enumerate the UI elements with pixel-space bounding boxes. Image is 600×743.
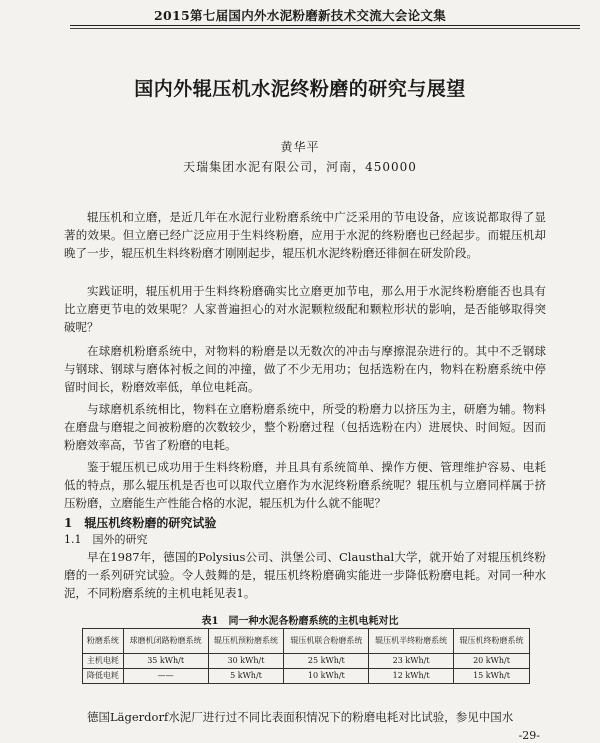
paragraph-research-1: 早在1987年，德国的Polysius公司、洪堡公司、Clausthal大学，就开始了对辊压机终粉磨的一系列研究试验。令人鼓舞的是，辊压机终粉磨确实能进一步降低粉磨电耗。对同一种水泥，不同粉磨系统的主机电耗见表1。 xyxy=(64,550,546,600)
paragraph-intro-5: 鉴于辊压机已成功用于生料终粉磨，并且具有系统简单、操作方便、管理维护容易、电耗低的特点，那么辊压机是否也可以取代立磨作为水泥终粉磨系统呢？辊压机与立磨同样属于挤压粉磨，立磨能生产性能合格的水泥，辊压机为什么就不能呢？ xyxy=(64,460,546,510)
page-number: -29- xyxy=(518,729,540,742)
table-cell: 15 kWh/t xyxy=(453,669,529,684)
paragraph-research-2: 德国Lägerdorf水泥厂进行过不同比表面积情况下的粉磨电耗对比试验，参见中国水 xyxy=(87,710,514,724)
table-header-cell: 辊压机半终粉磨系统 xyxy=(369,629,454,654)
energy-comparison-table xyxy=(82,628,530,684)
table-cell: 5 kWh/t xyxy=(208,669,284,684)
table-header-cell: 粉磨系统 xyxy=(83,629,124,654)
paragraph-intro-3: 在球磨机粉磨系统中，对物料的粉磨是以无数次的冲击与摩擦混杂进行的。其中不乏钢球与钢球、钢球与磨体衬板之间的冲撞，做了不少无用功；包括选粉在内，物料在粉磨系统中停留时间长，粉磨效率低，单位电耗高。 xyxy=(64,344,546,394)
author-name: 黄华平 xyxy=(280,140,320,154)
table-cell: 30 kWh/t xyxy=(208,654,284,669)
paragraph-intro-1: 辊压机和立磨，是近几年在水泥行业粉磨系统中广泛采用的节电设备，应该说都取得了显著的效果。但立磨已经广泛应用于生料终粉磨，应用于水泥的终粉磨也已经起步。而辊压机却晚了一步，辊压机生料终粉磨才刚刚起步，辊压机水泥终粉磨还徘徊在研发阶段。 xyxy=(64,210,546,260)
table-cell: 降低电耗 xyxy=(83,669,124,684)
table-cell: 35 kWh/t xyxy=(123,654,208,669)
table-cell: —— xyxy=(123,669,208,684)
paragraph-intro-2: 实践证明，辊压机用于生料终粉磨确实比立磨更加节电，那么用于水泥终粉磨能否也具有比立磨更节电的效果呢？人家普遍担心的对水泥颗粒级配和颗粒形状的影响，是否能够取得突破呢？ xyxy=(64,284,546,334)
table-header-cell: 辊压机联合粉磨系统 xyxy=(284,629,369,654)
table-row xyxy=(83,654,530,669)
section-heading-1: 1 辊压机终粉磨的研究试验 xyxy=(64,516,217,530)
table-cell: 23 kWh/t xyxy=(369,654,454,669)
table-cell: 12 kWh/t xyxy=(369,669,454,684)
table-cell: 25 kWh/t xyxy=(284,654,369,669)
table-header-cell: 辊压机预粉磨系统 xyxy=(208,629,284,654)
table-header-row xyxy=(83,629,530,654)
author-affiliation: 天瑞集团水泥有限公司，河南，450000 xyxy=(183,160,417,174)
subsection-heading-1-1: 1.1 国外的研究 xyxy=(64,533,148,546)
table-cell: 10 kWh/t xyxy=(284,669,369,684)
table-cell: 主机电耗 xyxy=(83,654,124,669)
table-row xyxy=(83,669,530,684)
table-header-cell: 球磨机闭路粉磨系统 xyxy=(123,629,208,654)
table-caption: 表1 同一种水泥各粉磨系统的主机电耗对比 xyxy=(201,616,399,627)
header-rule-thin xyxy=(70,28,580,29)
table-header-cell: 辊压机终粉磨系统 xyxy=(453,629,529,654)
running-header: 2015第七届国内外水泥粉磨新技术交流大会论文集 xyxy=(154,8,446,23)
paper-title: 国内外辊压机水泥终粉磨的研究与展望 xyxy=(134,78,466,100)
table-cell: 20 kWh/t xyxy=(453,654,529,669)
paragraph-intro-4: 与球磨机系统相比，物料在立磨粉磨系统中，所受的粉磨力以挤压为主，研磨为辅。物料在磨盘与磨辊之间被粉磨的次数较少，整个粉磨过程（包括选粉在内）进展快、时间短。因而粉磨效率高，节省了粉磨的电耗。 xyxy=(64,402,546,452)
header-rule xyxy=(70,25,580,26)
